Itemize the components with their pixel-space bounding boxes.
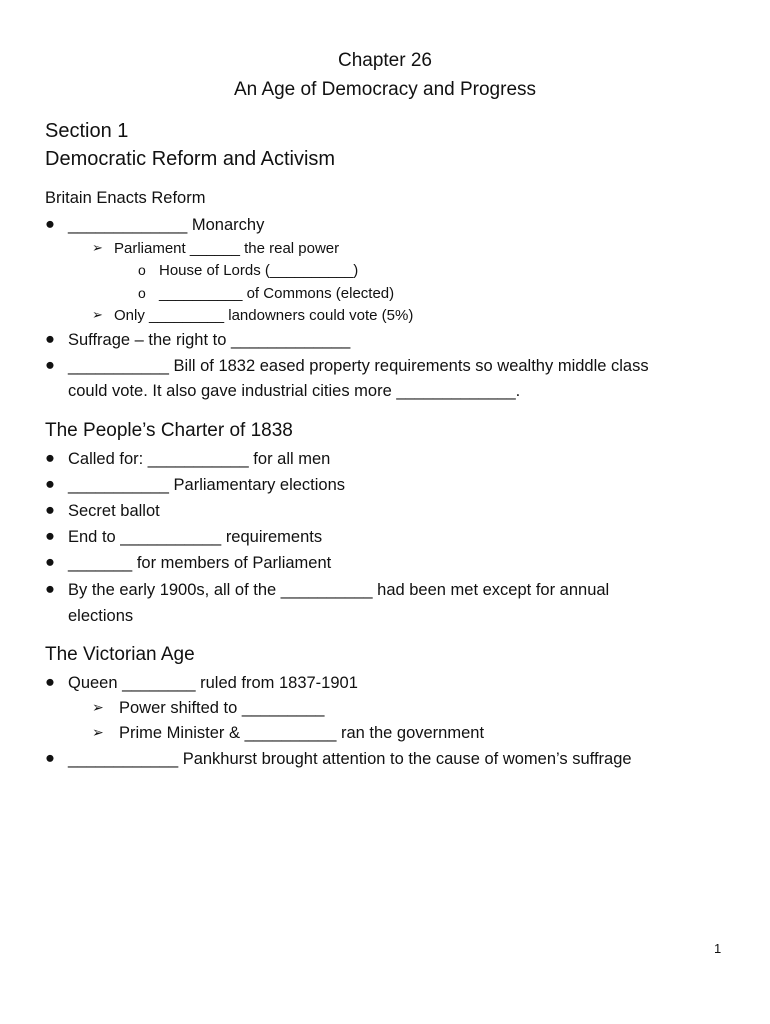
end-to-text: End to ___________ requirements [68,528,323,546]
bill-text-line1: ___________ Bill of 1832 eased property requirements so wealthy middle class [68,357,649,375]
bullet-icon: ● [45,449,55,467]
circle-bullet-icon: o [138,262,146,278]
members-text: _______ for members of Parliament [68,554,332,572]
elections-text: ___________ Parliamentary elections [68,476,346,494]
ballot-text: Secret ballot [68,502,160,520]
arrow-icon: ➢ [92,307,103,322]
arrow-icon: ➢ [92,699,104,715]
bullet-icon: ● [45,527,55,545]
section-title: Democratic Reform and Activism [45,148,336,170]
monarchy-text: _____________ Monarchy [68,216,265,234]
commons-text: __________ of Commons (elected) [159,285,395,302]
arrow-icon: ➢ [92,724,104,740]
bullet-icon: ● [45,580,55,598]
bullet-icon: ● [45,356,55,374]
parliament-text: Parliament ______ the real power [114,240,340,257]
bullet-icon: ● [45,475,55,493]
early-text-line2: elections [68,607,134,625]
bullet-icon: ● [45,749,55,767]
called-for-text: Called for: ___________ for all men [68,450,331,468]
queen-text: Queen ________ ruled from 1837-1901 [68,674,358,692]
only-text: Only _________ landowners could vote (5%) [114,307,414,324]
chapter-title: An Age of Democracy and Progress [233,79,537,100]
britain-heading: Britain Enacts Reform [45,189,206,207]
pankhurst-text: ____________ Pankhurst brought attention to the cause of women’s suffrage [68,750,632,768]
bullet-icon: ● [45,215,55,233]
bullet-icon: ● [45,553,55,571]
chapter-number: Chapter 26 [337,50,432,71]
charter-heading: The People’s Charter of 1838 [45,420,293,441]
page-number: 1 [714,941,722,956]
victorian-heading: The Victorian Age [45,644,195,665]
early-text-line1: By the early 1900s, all of the __________ had been met except for annual [68,581,610,599]
suffrage-text: Suffrage – the right to _____________ [68,331,351,349]
circle-bullet-icon: o [138,285,146,301]
lords-text: House of Lords (__________) [159,262,359,279]
bullet-icon: ● [45,330,55,348]
section-number: Section 1 [45,120,129,142]
prime-minister-text: Prime Minister & __________ ran the government [119,724,485,742]
bill-text-line2: could vote. It also gave industrial cities more _____________. [68,382,521,400]
bullet-icon: ● [45,673,55,691]
arrow-icon: ➢ [92,240,103,255]
bullet-icon: ● [45,501,55,519]
power-text: Power shifted to _________ [119,699,325,717]
